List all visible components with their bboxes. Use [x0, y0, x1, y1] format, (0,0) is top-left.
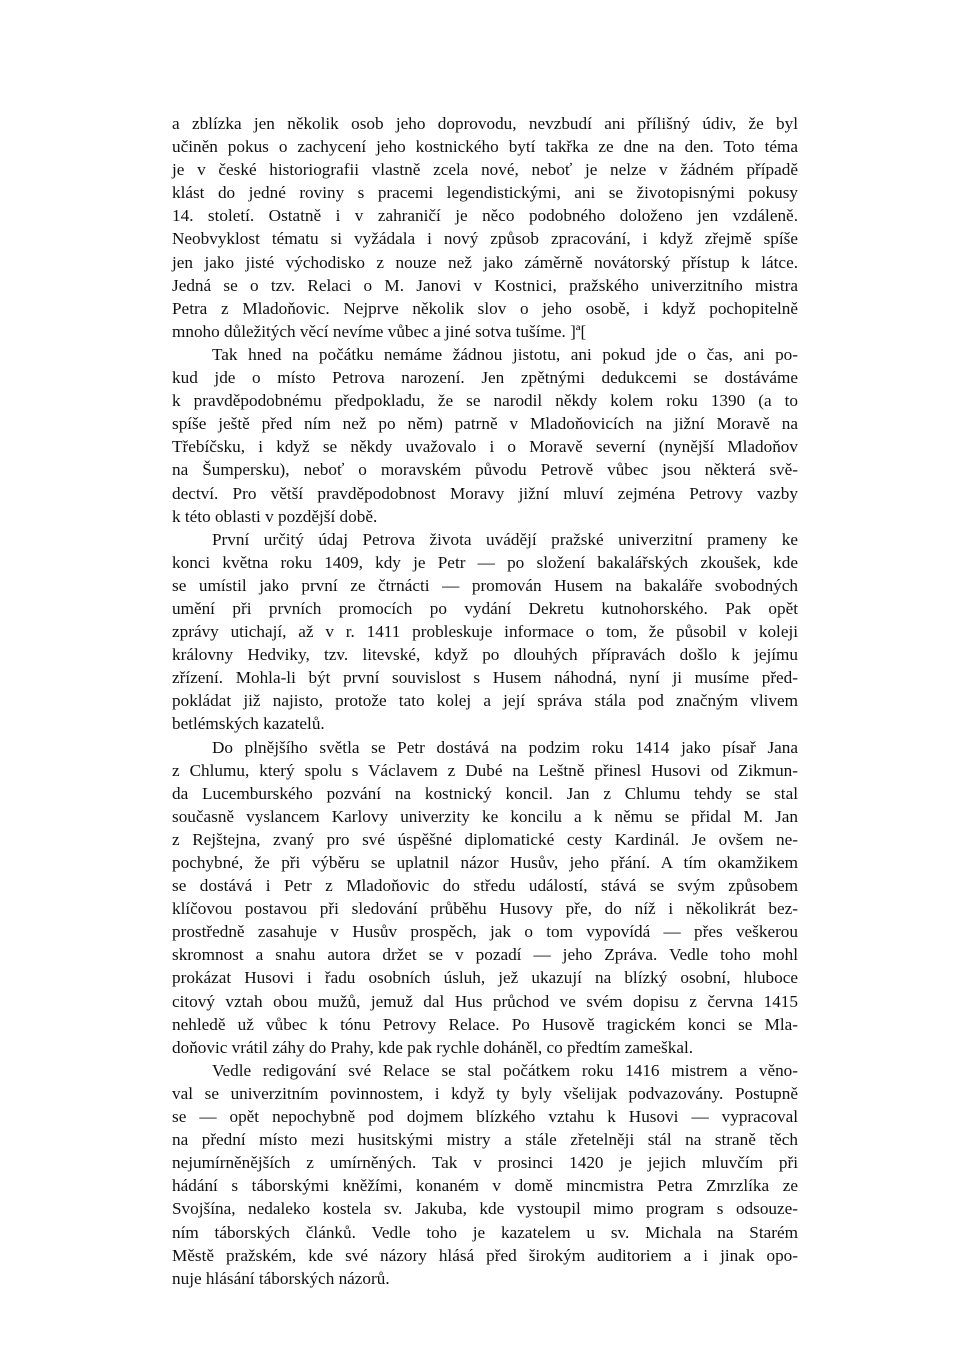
text-line: královny Hedviky, tzv. litevské, když po dlouhých přípravách došlo k jejímu	[172, 645, 798, 665]
text-line: Vedle redigování své Relace se stal počátkem roku 1416 mistrem a věno-	[212, 1060, 798, 1080]
text-line: Třebíčsku, i když se někdy uvažovalo i o Moravě severní (nynější Mladoňov	[172, 437, 798, 457]
text-line: prokázat Husovi i řadu osobních úsluh, jež ukazují na blízký osobní, hluboce	[172, 968, 798, 988]
text-line: pochybné, že při výběru se uplatnil názor Husův, jeho přání. A tím okamžikem	[172, 853, 798, 872]
text-line: da Lucemburského pozvání na kostnický koncil. Jan z Chlumu tehdy se stal	[172, 783, 798, 803]
text-line: Petra z Mladoňovic. Nejprve několik slov o jeho osobě, i když pochopitelně	[172, 298, 798, 318]
text-line: nuje hlásání táborských názorů.	[172, 1268, 390, 1288]
text-line: kud jde o místo Petrova narození. Jen zpětnými dedukcemi se dostáváme	[172, 368, 798, 388]
text-line: zřízení. Mohla-li být první souvislost s Husem náhodná, nyní ji musíme před-	[172, 668, 798, 688]
text-line: nejumírněnějších z umírněných. Tak v prosinci 1420 je jejich mluvčím při	[172, 1153, 798, 1173]
text-line: se — opět nepochybně pod dojmem blízkého vztahu k Husovi — vypracoval	[172, 1107, 798, 1127]
text-line: k pravděpodobnému předpokladu, že se narodil někdy kolem roku 1390 (a to	[172, 391, 798, 411]
text-line: k této oblasti v pozdější době.	[172, 506, 378, 526]
text-line: jen jako jisté východisko z nouze než jako záměrně novátorský přístup k látce.	[172, 252, 798, 272]
text-line: nehledě už vůbec k tónu Petrovy Relace. Po Husově tragickém konci se Mla-	[172, 1014, 798, 1034]
text-line: na přední místo mezi husitskými mistry a stále zřetelněji stál na straně těch	[172, 1130, 798, 1150]
text-line: zprávy utichají, až v r. 1411 probleskuje informace o tom, že působil v koleji	[172, 622, 798, 642]
text-line: se umístil jako první ze čtrnácti — promován Husem na bakaláře svobodných	[172, 575, 798, 595]
text-line: klást do jedné roviny s pracemi legendistickými, ani se životopisnými pokusy	[172, 183, 798, 203]
text-line: spíše ještě před ním než po něm) patrně v Mladoňovicích na jižní Moravě na	[172, 414, 798, 434]
text-line: Neobvyklost tématu si vyžádala i nový způsob zpracování, i když zřejmě spíše	[172, 229, 798, 249]
text-line: První určitý údaj Petrova života uvádějí pražské univerzitní prameny ke	[212, 529, 798, 549]
text-line: doňovic vrátil záhy do Prahy, kde pak rychle doháněl, co předtím zameškal.	[172, 1037, 694, 1057]
text-line: z Chlumu, který spolu s Václavem z Dubé na Leštně přinesl Husovi od Zikmun-	[172, 760, 798, 780]
text-line: ním táborských článků. Vedle toho je kazatelem u sv. Michala na Starém	[172, 1222, 798, 1242]
text-line: umění při prvních promocích po vydání Dekretu kutnohorského. Pak opět	[172, 598, 798, 618]
text-line: hádání s táborskými kněžími, konaném v domě mincmistra Petra Zmrzlíka ze	[172, 1176, 798, 1196]
text-line: učiněn pokus o zachycení jeho kostnického bytí takřka ze dne na den. Toto téma	[172, 137, 798, 157]
text-line: se dostává i Petr z Mladoňovic do středu událostí, stává se svým způsobem	[172, 876, 798, 896]
text-line: Jedná se o tzv. Relaci o M. Janovi v Kostnici, pražského univerzitního mistra	[172, 275, 798, 295]
text-line: konci května roku 1409, kdy je Petr — po složení bakalářských zkoušek, kde	[172, 552, 798, 572]
text-line: prostředně zasahuje v Husův prospěch, jak o tom vypovídá — přes veškerou	[172, 922, 798, 942]
text-line: dectví. Pro větší pravděpodobnost Moravy jižní mluví zejména Petrovy vazby	[172, 483, 798, 503]
text-line: val se univerzitním povinnostem, i když ty byly všelijak podvazovány. Postupně	[172, 1083, 798, 1103]
text-line: klíčovou postavou při sledování průběhu Husovy pře, do níž i několikrát bez-	[172, 899, 798, 919]
text-line: 14. století. Ostatně i v zahraničí je něco podobného doloženo jen vzdáleně.	[172, 206, 798, 226]
text-line: Tak hned na počátku nemáme žádnou jistotu, ani pokud jde o čas, ani po-	[212, 344, 798, 364]
text-line: pokládat již najisto, protože tato kolej a její správa stála pod značným vlivem	[172, 691, 798, 711]
text-line: skromnost a snahu autora držet se v pozadí — jeho Zpráva. Vedle toho mohl	[172, 945, 798, 965]
text-line: mnoho důležitých věcí nevíme vůbec a jiné sotva tušíme. ]ª[	[172, 321, 587, 341]
text-line: na Šumpersku), neboť o moravském původu Petrově vůbec jsou některá svě-	[172, 460, 798, 480]
text-line: citový vztah obou mužů, jemuž dal Hus průchod ve svém dopisu z června 1415	[172, 991, 798, 1011]
text-line: současně vyslancem Karlovy univerzity ke koncilu a k němu se přidal M. Jan	[172, 806, 798, 826]
text-line: Městě pražském, kde své názory hlásá před širokým auditoriem a i jinak opo-	[172, 1245, 798, 1265]
text-line: betlémských kazatelů.	[172, 714, 325, 734]
text-line: je v české historiografii vlastně zcela nové, neboť je nelze v žádném případě	[172, 160, 798, 180]
text-line: z Rejštejna, zvaný pro své úspěšné diplomatické cesty Kardinál. Je ovšem ne-	[172, 829, 798, 849]
text-line: a zblízka jen několik osob jeho doprovodu, nevzbudí ani přílišný údiv, že byl	[172, 114, 798, 133]
body-text	[172, 112, 798, 1290]
text-line: Svojšína, nedaleko kostela sv. Jakuba, kde vystoupil mimo program s odsouze-	[172, 1199, 798, 1219]
text-line: Do plnějšího světla se Petr dostává na podzim roku 1414 jako písař Jana	[212, 737, 798, 757]
